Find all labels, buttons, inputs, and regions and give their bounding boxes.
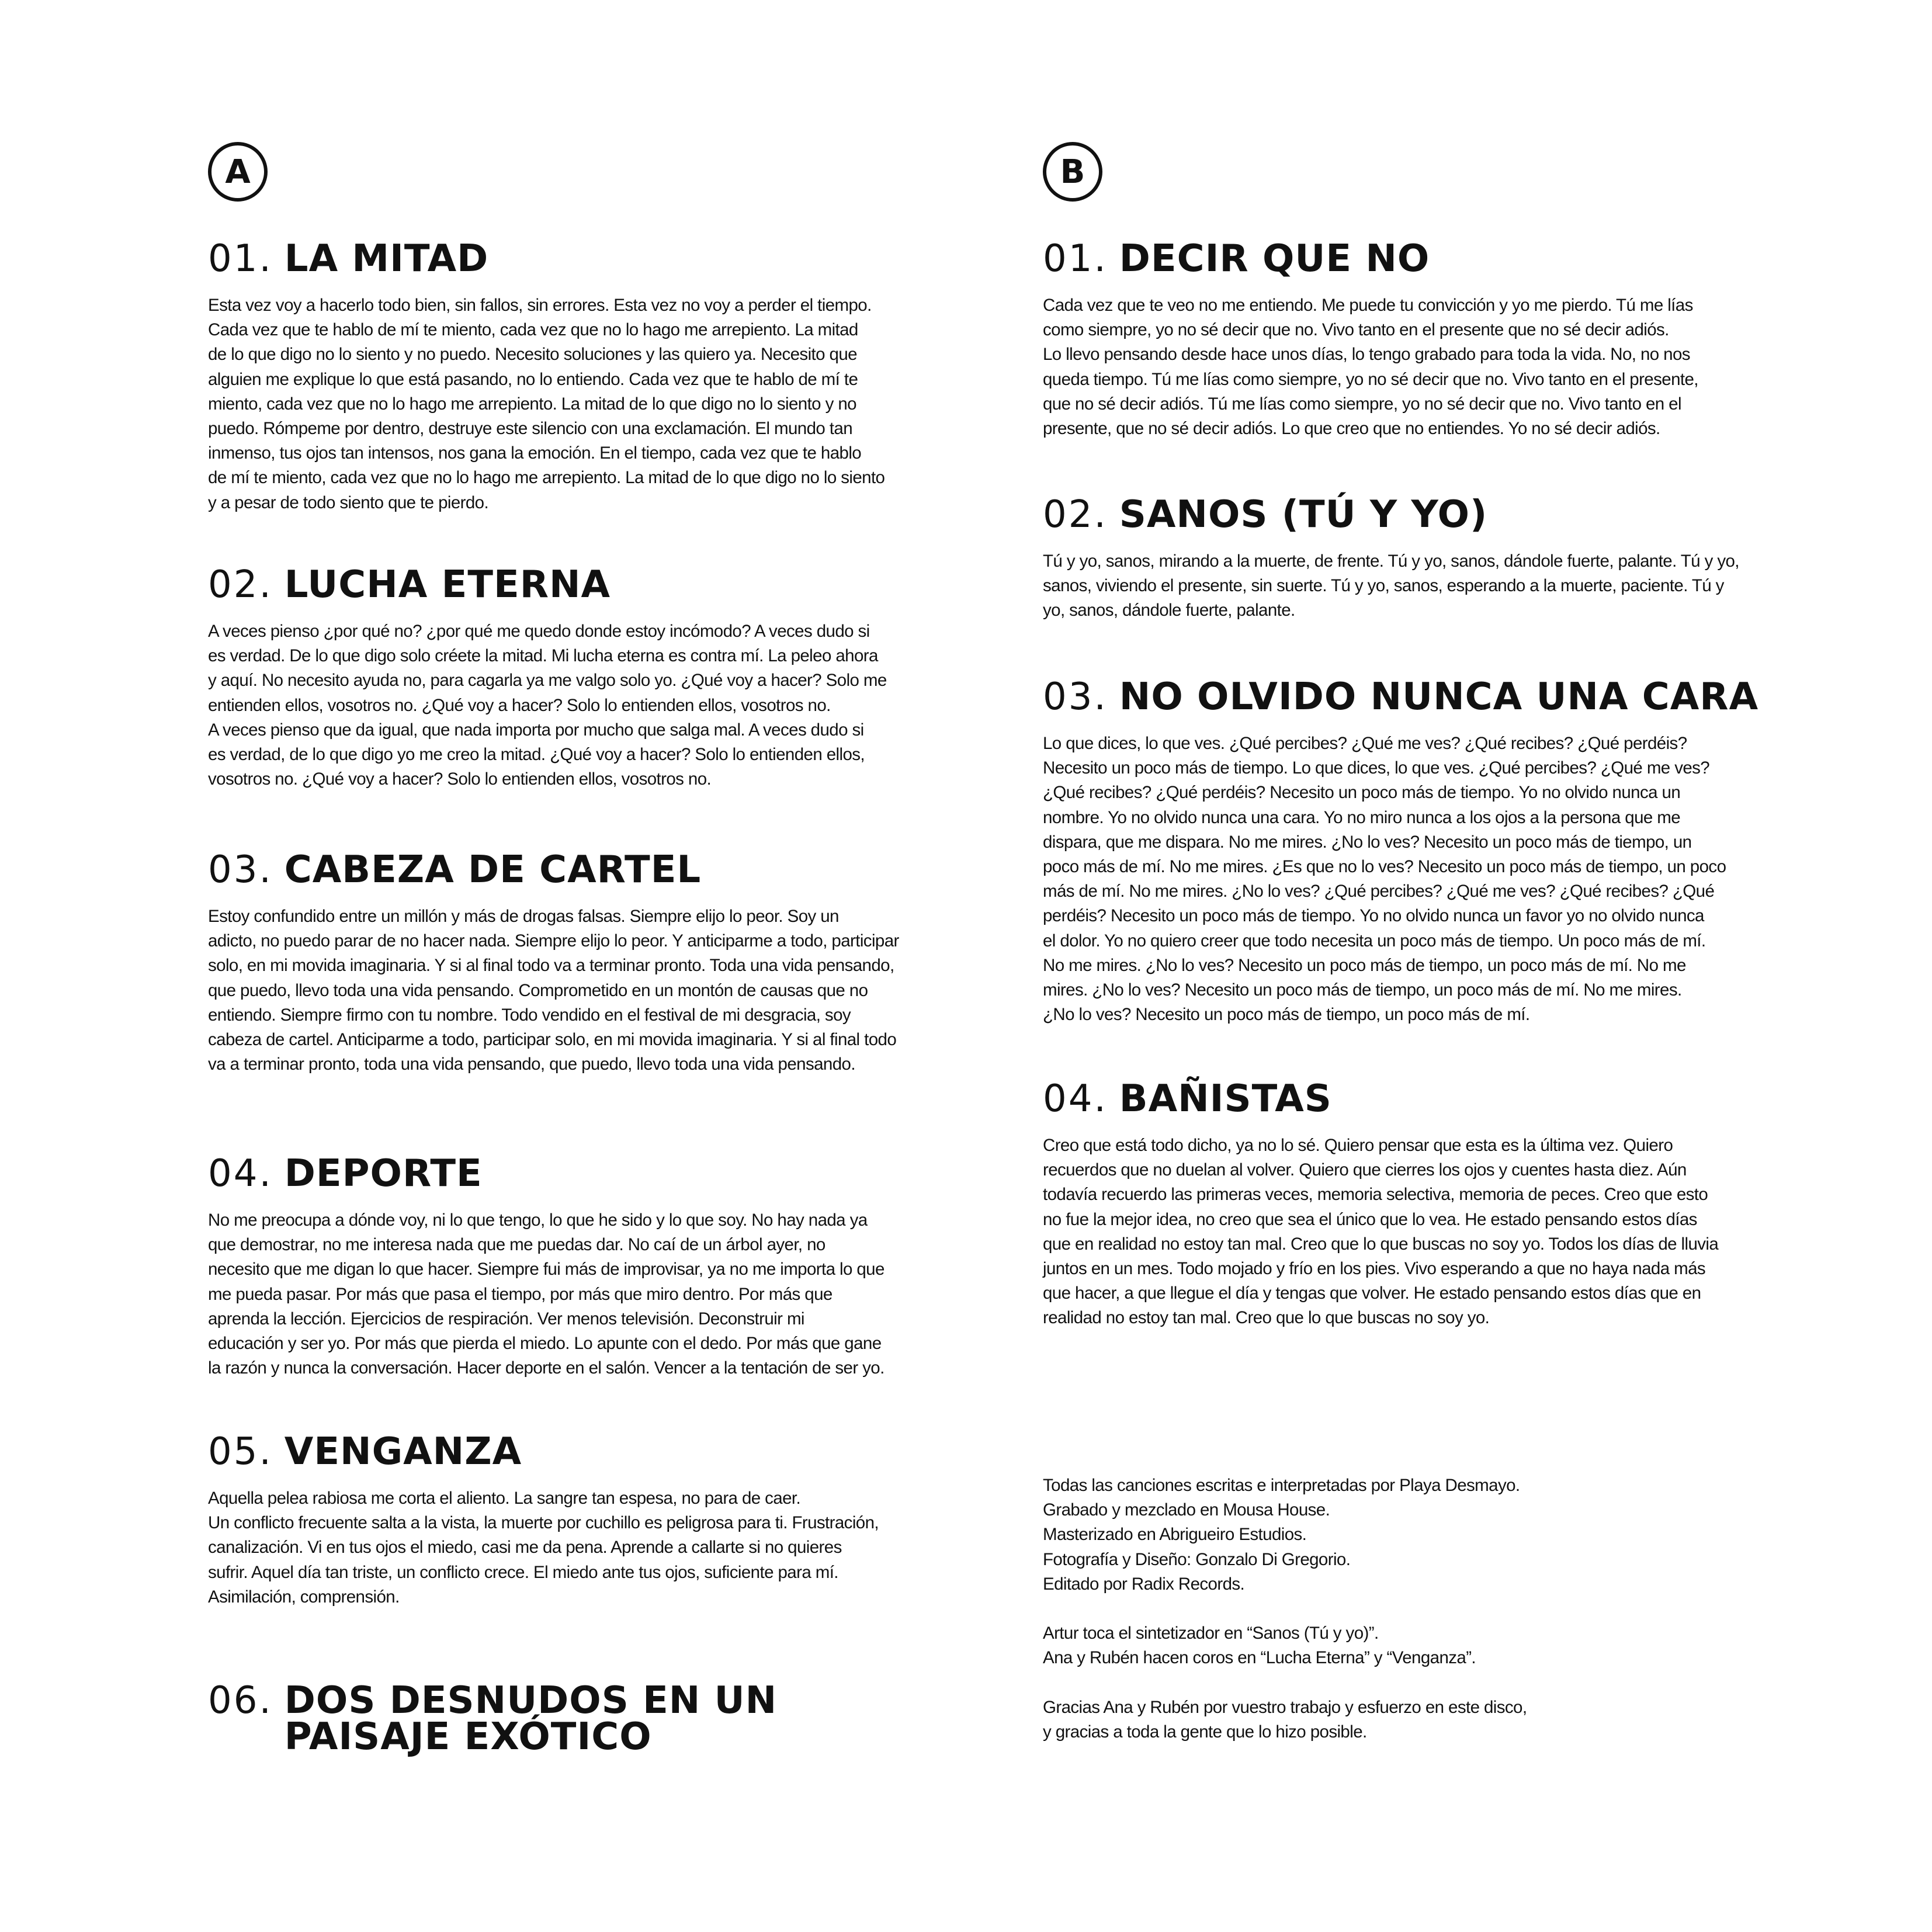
credit-line: Fotografía y Diseño: Gonzalo Di Gregorio. — [1043, 1549, 1351, 1569]
song-number: 05. — [208, 1430, 273, 1473]
song-title: DEPORTE — [284, 1152, 483, 1195]
credit-line: Todas las canciones escritas e interpretadas por Playa Desmayo. — [1043, 1476, 1520, 1495]
song-heading — [1043, 1077, 1779, 1121]
song-decir-que-no — [1043, 237, 1779, 441]
song-title: LA MITAD — [284, 237, 489, 280]
song-number: 03. — [208, 848, 273, 892]
song-heading — [208, 848, 944, 892]
song-title: DECIR QUE NO — [1119, 237, 1430, 280]
song-lyrics: A veces pienso ¿por qué no? ¿por qué me quedo donde estoy incómodo? A veces dudo si es verdad. De lo que digo solo créete la mitad. Mi lucha eterna es contra mí. La peleo ahora y aquí. No necesito ayuda no, para cagarla ya me valgo solo yo. ¿Qué voy a hacer? Solo me entienden ellos, vosotros no. ¿Qué voy a hacer? Solo lo entienden ellos, vosotros no. A veces pienso que da igual, que nada importa por mucho que salga mal. A veces dudo si es verdad, de lo que digo yo me creo la mitad. ¿Qué voy a hacer? Solo lo entienden ellos, vosotros no. ¿Qué voy a hacer? Solo lo entienden ellos, vosotros no. — [208, 622, 887, 789]
song-venganza — [208, 1430, 944, 1610]
song-banistas — [1043, 1077, 1779, 1331]
song-lucha-eterna — [208, 563, 944, 792]
song-title: DOS DESNUDOS EN UN PAISAJE EXÓTICO — [284, 1679, 778, 1758]
song-lyrics: Creo que está todo dicho, ya no lo sé. Quiero pensar que esta es la última vez. Quiero recuerdos que no duelan al volver. Quiero que cierres los ojos y cuentes hasta diez. Aún todavía recuerdo las primeras veces, memoria selectiva, memoria de peces. Creo que esto no fue la mejor idea, no creo que sea el único que lo vea. He estado pensando estos días que en realidad no estoy tan mal. Creo que lo que buscas no soy yo. Todos los días de lluvia juntos en un mes. Todo mojado y frío en los pies. Vivo esperando a que no haya nada más que hacer, a que llegue el día y tengas que volver. He estado pensando estos días que en realidad no estoy tan mal. Creo que lo que buscas no soy yo. — [1043, 1136, 1719, 1328]
song-title: NO OLVIDO NUNCA UNA CARA — [1119, 675, 1759, 719]
song-dos-desnudos — [208, 1679, 944, 1771]
song-title: SANOS (TÚ Y YO) — [1119, 493, 1488, 536]
song-heading — [1043, 493, 1779, 536]
side-b-marker — [1043, 142, 1102, 202]
song-sanos — [1043, 493, 1779, 623]
song-number: 03. — [1043, 675, 1108, 719]
song-lyrics: Esta vez voy a hacerlo todo bien, sin fallos, sin errores. Esta vez no voy a perder el tiempo. Cada vez que te hablo de mí te miento, cada vez que no lo hago me arrepiento. La mitad de lo que digo no lo siento y no puedo. Necesito soluciones y las quiero ya. Necesito que alguien me explique lo que está pasando, no lo entiendo. Cada vez que te hablo de mí te miento, cada vez que no lo hago me arrepiento. La mitad de lo que digo no lo siento y no puedo. Rómpeme por dentro, destruye este silencio con una exclamación. El mundo tan inmenso, tus ojos tan intensos, nos gana la emoción. En el tiempo, cada vez que te hablo de mí te miento, cada vez que no lo hago me arrepiento. La mitad de lo que digo no lo siento y a pesar de todo siento que te pierdo. — [208, 296, 885, 512]
song-la-mitad — [208, 237, 944, 515]
song-deporte — [208, 1152, 944, 1381]
side-b-label: B — [1060, 152, 1085, 191]
credit-spacer — [1043, 1597, 1779, 1621]
song-heading — [1043, 237, 1779, 280]
credit-spacer — [1043, 1671, 1779, 1695]
credits — [1043, 1473, 1779, 1744]
song-number: 01. — [208, 237, 273, 280]
song-number: 04. — [1043, 1077, 1108, 1121]
song-number: 01. — [1043, 237, 1108, 280]
song-heading — [208, 1679, 944, 1758]
song-heading — [208, 1430, 944, 1473]
side-a-marker — [208, 142, 268, 202]
song-cabeza-de-cartel — [208, 848, 944, 1077]
song-title: CABEZA DE CARTEL — [284, 848, 702, 892]
song-lyrics: Aquella pelea rabiosa me corta el aliento. La sangre tan espesa, no para de caer. Un conflicto frecuente salta a la vista, la muerte por cuchillo es peligrosa para ti. Frustración, canalización. Vi en tus ojos el miedo, casi me da pena. Aprende a callarte si no quieres sufrir. Aquel día tan triste, un conflicto crece. El miedo ante tus ojos, suficiente para mí. Asimilación, comprensión. — [208, 1489, 879, 1607]
song-title: BAÑISTAS — [1119, 1077, 1332, 1121]
credit-line: y gracias a toda la gente que lo hizo posible. — [1043, 1722, 1367, 1742]
credit-line: Grabado y mezclado en Mousa House. — [1043, 1500, 1330, 1520]
song-heading — [1043, 675, 1779, 719]
song-number: 06. — [208, 1679, 273, 1722]
credit-line: Ana y Rubén hacen coros en “Lucha Eterna” y “Venganza”. — [1043, 1648, 1476, 1668]
song-number: 04. — [208, 1152, 273, 1195]
song-lyrics: Lo que dices, lo que ves. ¿Qué percibes? ¿Qué me ves? ¿Qué recibes? ¿Qué perdéis? Necesito un poco más de tiempo. Lo que dices, lo que ves. ¿Qué percibes? ¿Qué me ves? ¿Qué recibes? ¿Qué perdéis? Necesito un poco más de tiempo. Yo no olvido nunca un nombre. Yo no olvido nunca una cara. Yo no miro nunca a los ojos a la persona que me dispara, que me dispara. No me mires. ¿No lo ves? Necesito un poco más de tiempo, un poco más de mí. No me mires. ¿Es que no lo ves? Necesito un poco más de tiempo, un poco más de mí. No me mires. ¿No lo ves? ¿Qué percibes? ¿Qué me ves? ¿Qué recibes? ¿Qué perdéis? Necesito un poco más de tiempo. Yo no olvido nunca un favor yo no olvido nunca el dolor. Yo no quiero creer que todo necesita un poco más de tiempo. Un poco más de mí. No me mires. ¿No lo ves? Necesito un poco más de tiempo, un poco más de mí. No me mires. ¿No lo ves? Necesito un poco más de tiempo, un poco más de mí. No me mires. ¿No lo ves? Necesito un poco más de tiempo, un poco más de mí. — [1043, 734, 1726, 1025]
song-lyrics: Tú y yo, sanos, mirando a la muerte, de frente. Tú y yo, sanos, dándole fuerte, palante. Tú y yo, sanos, viviendo el presente, sin suerte. Tú y yo, sanos, esperando a la muerte, paciente. Tú y yo, sanos, dándole fuerte, palante. — [1043, 551, 1739, 620]
song-heading — [208, 563, 944, 606]
song-number: 02. — [208, 563, 273, 606]
side-a-label: A — [225, 152, 251, 191]
credit-line: Masterizado en Abrigueiro Estudios. — [1043, 1525, 1307, 1545]
song-title: LUCHA ETERNA — [284, 563, 611, 606]
song-heading — [208, 237, 944, 280]
song-no-olvido-nunca-una-cara — [1043, 675, 1779, 1027]
credit-line: Gracias Ana y Rubén por vuestro trabajo y esfuerzo en este disco, — [1043, 1697, 1527, 1717]
song-lyrics: Cada vez que te veo no me entiendo. Me puede tu convicción y yo me pierdo. Tú me lías como siempre, yo no sé decir que no. Vivo tanto en el presente que no sé decir adiós. Lo llevo pensando desde hace unos días, lo tengo grabado para toda la vida. No, no nos queda tiempo. Tú me lías como siempre, yo no sé decir que no. Vivo tanto en el presente, que no sé decir adiós. Tú me lías como siempre, yo no sé decir que no. Vivo tanto en el presente, que no sé decir adiós. Lo que creo que no entiendes. Yo no sé decir adiós. — [1043, 296, 1698, 439]
song-lyrics: Estoy confundido entre un millón y más de drogas falsas. Siempre elijo lo peor. Soy un adicto, no puedo parar de no hacer nada. Siempre elijo lo peor. Y anticiparme a todo, participar solo, en mi movida imaginaria. Y si al final todo va a terminar pronto. Toda una vida pensando, que puedo, llevo toda una vida pensando. Comprometido en un montón de causas que no entiendo. Siempre firmo con tu nombre. Todo vendido en el festival de mi desgracia, soy cabeza de cartel. Anticiparme a todo, participar solo, en mi movida imaginaria. Y si al final todo va a terminar pronto, toda una vida pensando, que puedo, llevo toda una vida pensando. — [208, 907, 899, 1074]
song-lyrics: No me preocupa a dónde voy, ni lo que tengo, lo que he sido y lo que soy. No hay nada ya que demostrar, no me interesa nada que me puedas dar. No caí de un árbol ayer, no necesito que me digan lo que hacer. Siempre fui más de improvisar, ya no me importa lo que me pueda pasar. Por más que pasa el tiempo, por más que miro dentro. Por más que aprenda la lección. Ejercicios de respiración. Ver menos televisión. Deconstruir mi educación y ser yo. Por más que pierda el miedo. Lo apunte con el dedo. Por más que gane la razón y nunca la conversación. Hacer deporte en el salón. Vencer a la tentación de ser yo. — [208, 1210, 885, 1378]
credit-line: Editado por Radix Records. — [1043, 1574, 1245, 1594]
song-heading — [208, 1152, 944, 1195]
song-title: VENGANZA — [284, 1430, 522, 1473]
song-number: 02. — [1043, 493, 1108, 536]
credit-line: Artur toca el sintetizador en “Sanos (Tú y yo)”. — [1043, 1624, 1379, 1643]
